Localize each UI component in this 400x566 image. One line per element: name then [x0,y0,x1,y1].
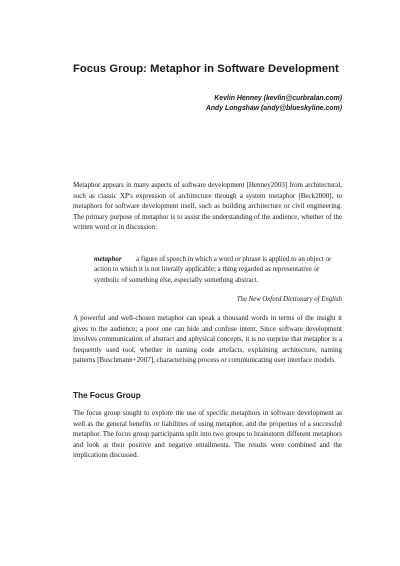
definition-block [94,254,342,285]
author-line: Kevlin Henney (kevlin@curbralan.com) [214,95,342,102]
body-paragraph: A powerful and well-chosen metaphor can speak a thousand words in terms of the insight it gives to the audience; a poor one can hide and confuse intent. Since software development involves communication of abstract and aphysical concepts, it is no surprise that metaphor is a frequently used tool, whether in naming code artefacts, explaining architecture, naming patterns [Buschmann+2007], characterising process or communicating user interface models. [73,314,342,364]
paper-title: Focus Group: Metaphor in Software Development [73,63,339,75]
author-list [206,94,342,114]
intro-paragraph: Metaphor appears in many aspects of software development [Henney2003] from architectural, such as classic XP's expression of architecture through a system metaphor [Beck2000], to metaphors for software development itself, such as building architecture or civil engineering. The primary purpose of metaphor is to assist the understanding of the audience, whether of the written word or in discussion: [73,181,342,231]
definition-source: The New Oxford Dictionary of English [236,296,342,303]
definition-text: a figure of speech in which a word or phrase is applied to an object or action to which it is not literally applicable; a thing regarded as representative or symbolic of something else, especially something abstract. [94,255,332,284]
section-paragraph: The focus group sought to explore the use of specific metaphors in software development as well as the general benefits or liabilities of using metaphor, and the properties of a successful metaphor. The focus group participants split into two groups to brainstorm different metaphors and look at their positive and negative entailments. The results were combined and the implications discussed. [73,409,342,459]
definition-term: metaphor [94,255,122,263]
author-line: Andy Longshaw (andy@blueskyline.com) [205,105,342,112]
section-heading: The Focus Group [73,391,141,400]
